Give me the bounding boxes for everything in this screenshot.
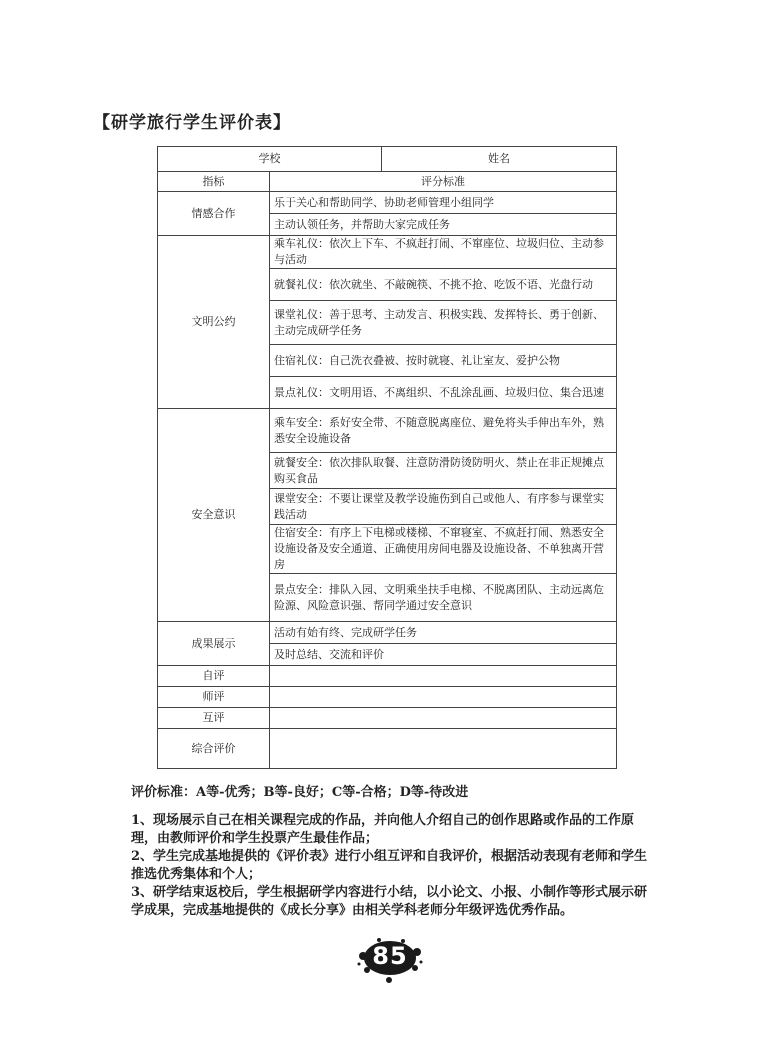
criteria-cell: 乐于关心和帮助同学、协助老师管理小组同学 [270, 192, 617, 214]
name-label: 姓名 [382, 147, 617, 172]
notes-block [131, 812, 651, 920]
category-cell: 成果展示 [158, 622, 270, 666]
criteria-cell: 就餐安全：依次排队取餐、注意防滑防烫防明火、禁止在非正规摊点购买食品 [270, 453, 617, 489]
category-cell: 文明公约 [158, 236, 270, 409]
table-subheader-row [158, 172, 617, 192]
criteria-cell: 乘车安全：系好安全带、不随意脱离座位、避免将头手伸出车外，熟悉安全设施设备 [270, 409, 617, 453]
page-number-badge [355, 936, 425, 986]
self-eval-cell[interactable] [270, 666, 617, 687]
table-row [158, 236, 617, 269]
criteria-cell: 乘车礼仪：依次上下车、不疯赶打闹、不窜座位、垃圾归位、主动参与活动 [270, 236, 617, 269]
criteria-cell: 景点安全：排队入园、文明乘坐扶手电梯、不脱离团队、主动远离危险源、风险意识强、帮同学通过安全意识 [270, 574, 617, 622]
table-row [158, 622, 617, 644]
peer-eval-cell[interactable] [270, 708, 617, 729]
evaluation-table [157, 146, 617, 769]
category-cell: 情感合作 [158, 192, 270, 236]
criteria-cell: 住宿礼仪：自己洗衣叠被、按时就寝、礼让室友、爱护公物 [270, 345, 617, 377]
table-row [158, 687, 617, 708]
teacher-eval-cell[interactable] [270, 687, 617, 708]
page-title: 【研学旅行学生评价表】 [93, 113, 291, 133]
criteria-cell: 主动认领任务，并帮助大家完成任务 [270, 214, 617, 236]
self-eval-label: 自评 [158, 666, 270, 687]
overall-eval-cell[interactable] [270, 729, 617, 769]
category-cell: 安全意识 [158, 409, 270, 622]
criteria-cell: 住宿安全：有序上下电梯或楼梯、不窜寝室、不疯赶打闹、熟悉安全设施设备及安全通道、正确使用房间电器及设施设备、不单独离开营房 [270, 525, 617, 574]
note-item: 1、现场展示自己在相关课程完成的作品，并向他人介绍自己的创作思路或作品的工作原理，由教师评价和学生投票产生最佳作品； [131, 813, 635, 846]
criteria-label: 评分标准 [270, 172, 617, 192]
criteria-cell: 及时总结、交流和评价 [270, 644, 617, 666]
grading-legend: 评价标准：A等-优秀；B等-良好；C等-合格；D等-待改进 [131, 785, 469, 800]
school-label: 学校 [158, 147, 382, 172]
indicator-label: 指标 [158, 172, 270, 192]
note-item: 3、研学结束返校后，学生根据研学内容进行小结，以小论文、小报、小制作等形式展示研学成果，完成基地提供的《成长分享》由相关学科老师分年级评选优秀作品。 [131, 885, 648, 918]
criteria-cell: 就餐礼仪：依次就坐、不敲碗筷、不挑不抢、吃饭不语、光盘行动 [270, 269, 617, 301]
table-row [158, 192, 617, 214]
table-row [158, 708, 617, 729]
criteria-cell: 活动有始有终、完成研学任务 [270, 622, 617, 644]
note-item: 2、学生完成基地提供的《评价表》进行小组互评和自我评价，根据活动表现有老师和学生推选优秀集体和个人； [131, 849, 648, 882]
criteria-cell: 课堂安全：不要让课堂及教学设施伤到自己或他人、有序参与课堂实践活动 [270, 489, 617, 525]
criteria-cell: 景点礼仪：文明用语、不离组织、不乱涂乱画、垃圾归位、集合迅速 [270, 377, 617, 409]
teacher-eval-label: 师评 [158, 687, 270, 708]
criteria-cell: 课堂礼仪：善于思考、主动发言、积极实践、发挥特长、勇于创新、主动完成研学任务 [270, 301, 617, 345]
table-row [158, 729, 617, 769]
page-number: 85 [372, 942, 408, 970]
table-row [158, 409, 617, 453]
table-header-row [158, 147, 617, 172]
overall-eval-label: 综合评价 [158, 729, 270, 769]
peer-eval-label: 互评 [158, 708, 270, 729]
table-row [158, 666, 617, 687]
